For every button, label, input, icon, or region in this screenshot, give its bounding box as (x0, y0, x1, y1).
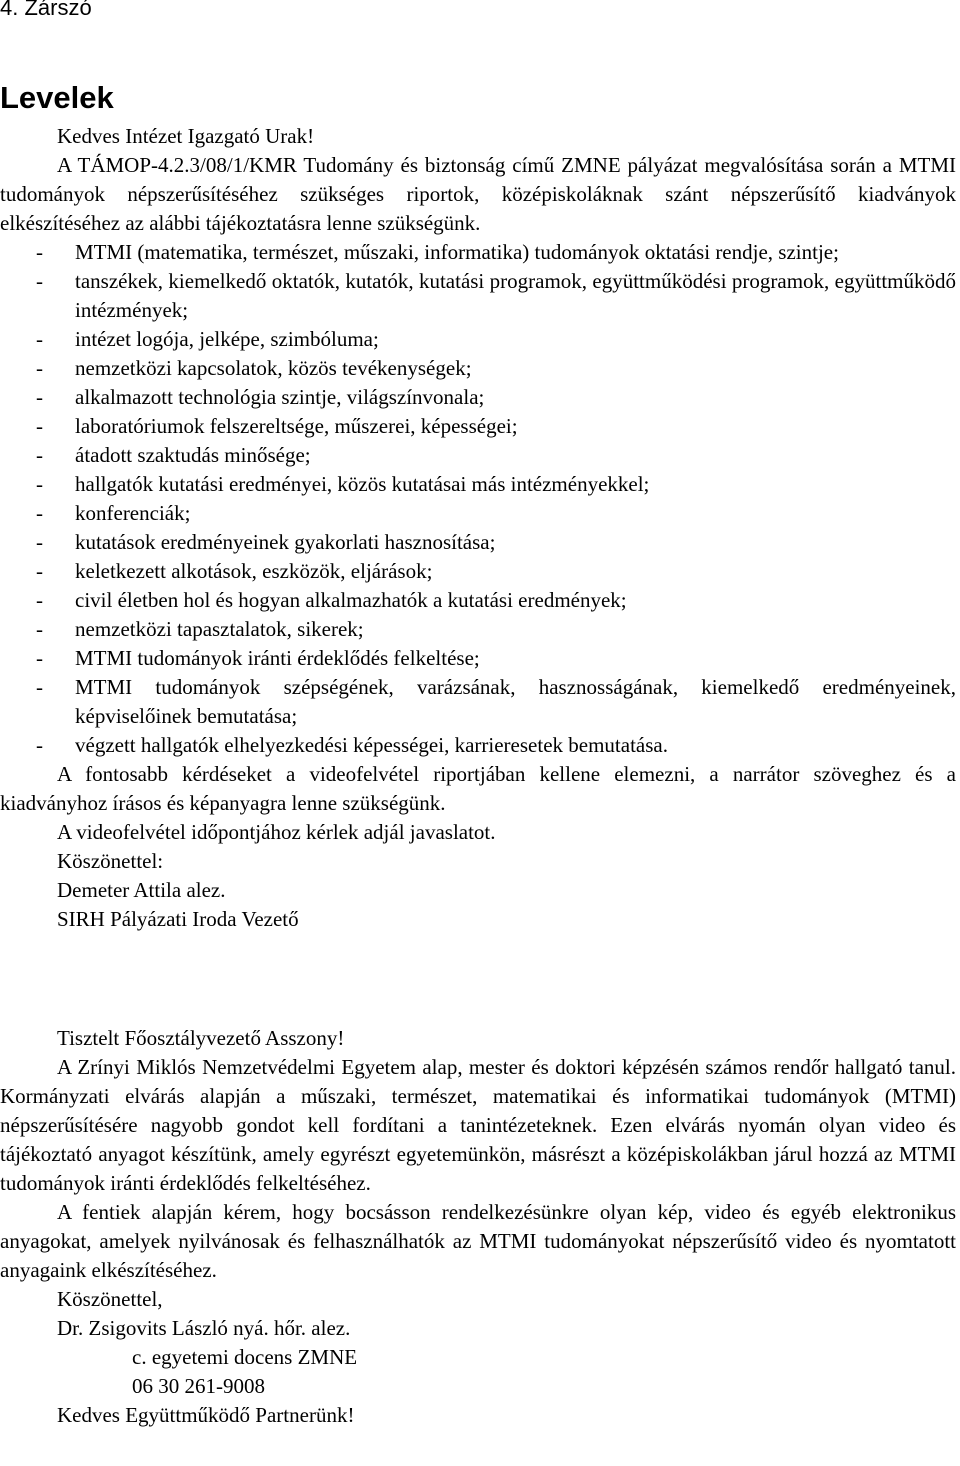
letter2-signer-title: c. egyetemi docens ZMNE (132, 1345, 358, 1369)
letter1-salutation: Kedves Intézet Igazgató Urak! (57, 124, 315, 148)
list-bullet: - (36, 530, 43, 554)
letter1-closing: Köszönettel: (57, 849, 164, 873)
list-item-text: intézet logója, jelképe, szimbóluma; (75, 327, 379, 351)
list-item-text: nemzetközi tapasztalatok, sikerek; (75, 617, 364, 641)
list-item-text: alkalmazott technológia szintje, világszínvonala; (75, 385, 485, 409)
letter1-signer-title: SIRH Pályázati Iroda Vezető (57, 907, 299, 931)
request-list-item (0, 441, 956, 470)
letter2-signer-name: Dr. Zsigovits László nyá. hőr. alez. (57, 1316, 351, 1340)
list-bullet: - (36, 472, 43, 496)
request-list-item (0, 267, 956, 325)
request-list-item (0, 673, 956, 731)
request-list-item (0, 238, 956, 267)
request-list-item (0, 557, 956, 586)
request-list-item (0, 412, 956, 441)
list-bullet: - (36, 675, 43, 699)
list-item-text: laboratóriumok felszereltsége, műszerei, képességei; (75, 414, 518, 438)
letter1-paragraph-3: A videofelvétel időpontjához kérlek adjál javaslatot. (57, 820, 496, 844)
letter-to-institute-directors (0, 122, 956, 934)
list-item-text: hallgatók kutatási eredményei, közös kutatásai más intézményekkel; (75, 472, 650, 496)
list-item-text: átadott szaktudás minősége; (75, 443, 311, 467)
list-bullet: - (36, 269, 43, 293)
list-bullet: - (36, 443, 43, 467)
letter2-paragraph-1: A Zrínyi Miklós Nemzetvédelmi Egyetem alap, mester és doktori képzésén számos rendőr hallgató tanul. Kormányzati elvárás alapján a műszaki, természet, matematikai és informatikai tudományok (MTMI) népszerűsítésére nagyobb gondot kell fordítani a tanintézeteknek. Ezen elvárás nyomán olyan video és tájékoztató anyagot készítünk, amely egyrészt egyetemünkön, másrészt a középiskolákban járul hozzá az MTMI tudományok iránti érdeklődés felkeltéséhez. (0, 1055, 956, 1195)
list-item-text: MTMI tudományok iránti érdeklődés felkeltése; (75, 646, 480, 670)
list-item-text: kutatások eredményeinek gyakorlati hasznosítása; (75, 530, 496, 554)
request-list-item (0, 731, 956, 760)
request-list-item (0, 383, 956, 412)
letter2-closing: Köszönettel, (57, 1287, 163, 1311)
page-heading: Levelek (0, 80, 114, 115)
letter1-signer-name: Demeter Attila alez. (57, 878, 226, 902)
list-bullet: - (36, 356, 43, 380)
list-bullet: - (36, 646, 43, 670)
list-bullet: - (36, 617, 43, 641)
letter2-paragraph-2: A fentiek alapján kérem, hogy bocsásson rendelkezésünkre olyan kép, video és egyéb elektronikus anyagokat, amelyek nyilvánosak és felhasználhatók az MTMI tudományokat népszerűsítő video és nyomtatott anyagaink elkészítéséhez. (0, 1200, 956, 1282)
letter2-salutation: Tisztelt Főosztályvezető Asszony! (57, 1026, 345, 1050)
letter3-salutation: Kedves Együttműködő Partnerünk! (57, 1403, 355, 1427)
list-item-text: nemzetközi kapcsolatok, közös tevékenységek; (75, 356, 472, 380)
letter2-signer-phone: 06 30 261-9008 (132, 1374, 265, 1398)
request-list-item (0, 499, 956, 528)
letter1-intro: A TÁMOP-4.2.3/08/1/KMR Tudomány és biztonság című ZMNE pályázat megvalósítása során a MTMI tudományok népszerűsítéséhez szükséges riportok, középiskoláknak szánt népszerűsítő kiadványok elkészítéséhez az alábbi tájékoztatásra lenne szükségünk. (0, 153, 956, 235)
list-item-text: MTMI (matematika, természet, műszaki, informatika) tudományok oktatási rendje, szintje; (75, 240, 839, 264)
request-list (0, 238, 956, 760)
list-item-text: végzett hallgatók elhelyezkedési képességei, karrieresetek bemutatása. (75, 733, 668, 757)
list-bullet: - (36, 240, 43, 264)
request-list-item (0, 615, 956, 644)
list-item-text: tanszékek, kiemelkedő oktatók, kutatók, kutatási programok, együttműködési programok, együttműködő intézmények; (75, 269, 956, 322)
list-bullet: - (36, 327, 43, 351)
list-bullet: - (36, 588, 43, 612)
request-list-item (0, 470, 956, 499)
list-item-text: konferenciák; (75, 501, 191, 525)
request-list-item (0, 644, 956, 673)
request-list-item (0, 325, 956, 354)
letter1-paragraph-2: A fontosabb kérdéseket a videofelvétel riportjában kellene elemezni, a narrátor szöveghez és a kiadványhoz írásos és képanyagra lenne szükségünk. (0, 762, 956, 815)
letter-to-department-head (0, 1024, 956, 1430)
request-list-item (0, 354, 956, 383)
list-item-text: civil életben hol és hogyan alkalmazhatók a kutatási eredmények; (75, 588, 627, 612)
list-bullet: - (36, 733, 43, 757)
section-title: 4. Zárszó (0, 0, 92, 20)
list-bullet: - (36, 414, 43, 438)
list-bullet: - (36, 559, 43, 583)
request-list-item (0, 586, 956, 615)
list-item-text: keletkezett alkotások, eszközök, eljárások; (75, 559, 433, 583)
list-bullet: - (36, 501, 43, 525)
request-list-item (0, 528, 956, 557)
list-item-text: MTMI tudományok szépségének, varázsának, hasznosságának, kiemelkedő eredményeinek, képviselőinek bemutatása; (75, 675, 956, 728)
list-bullet: - (36, 385, 43, 409)
